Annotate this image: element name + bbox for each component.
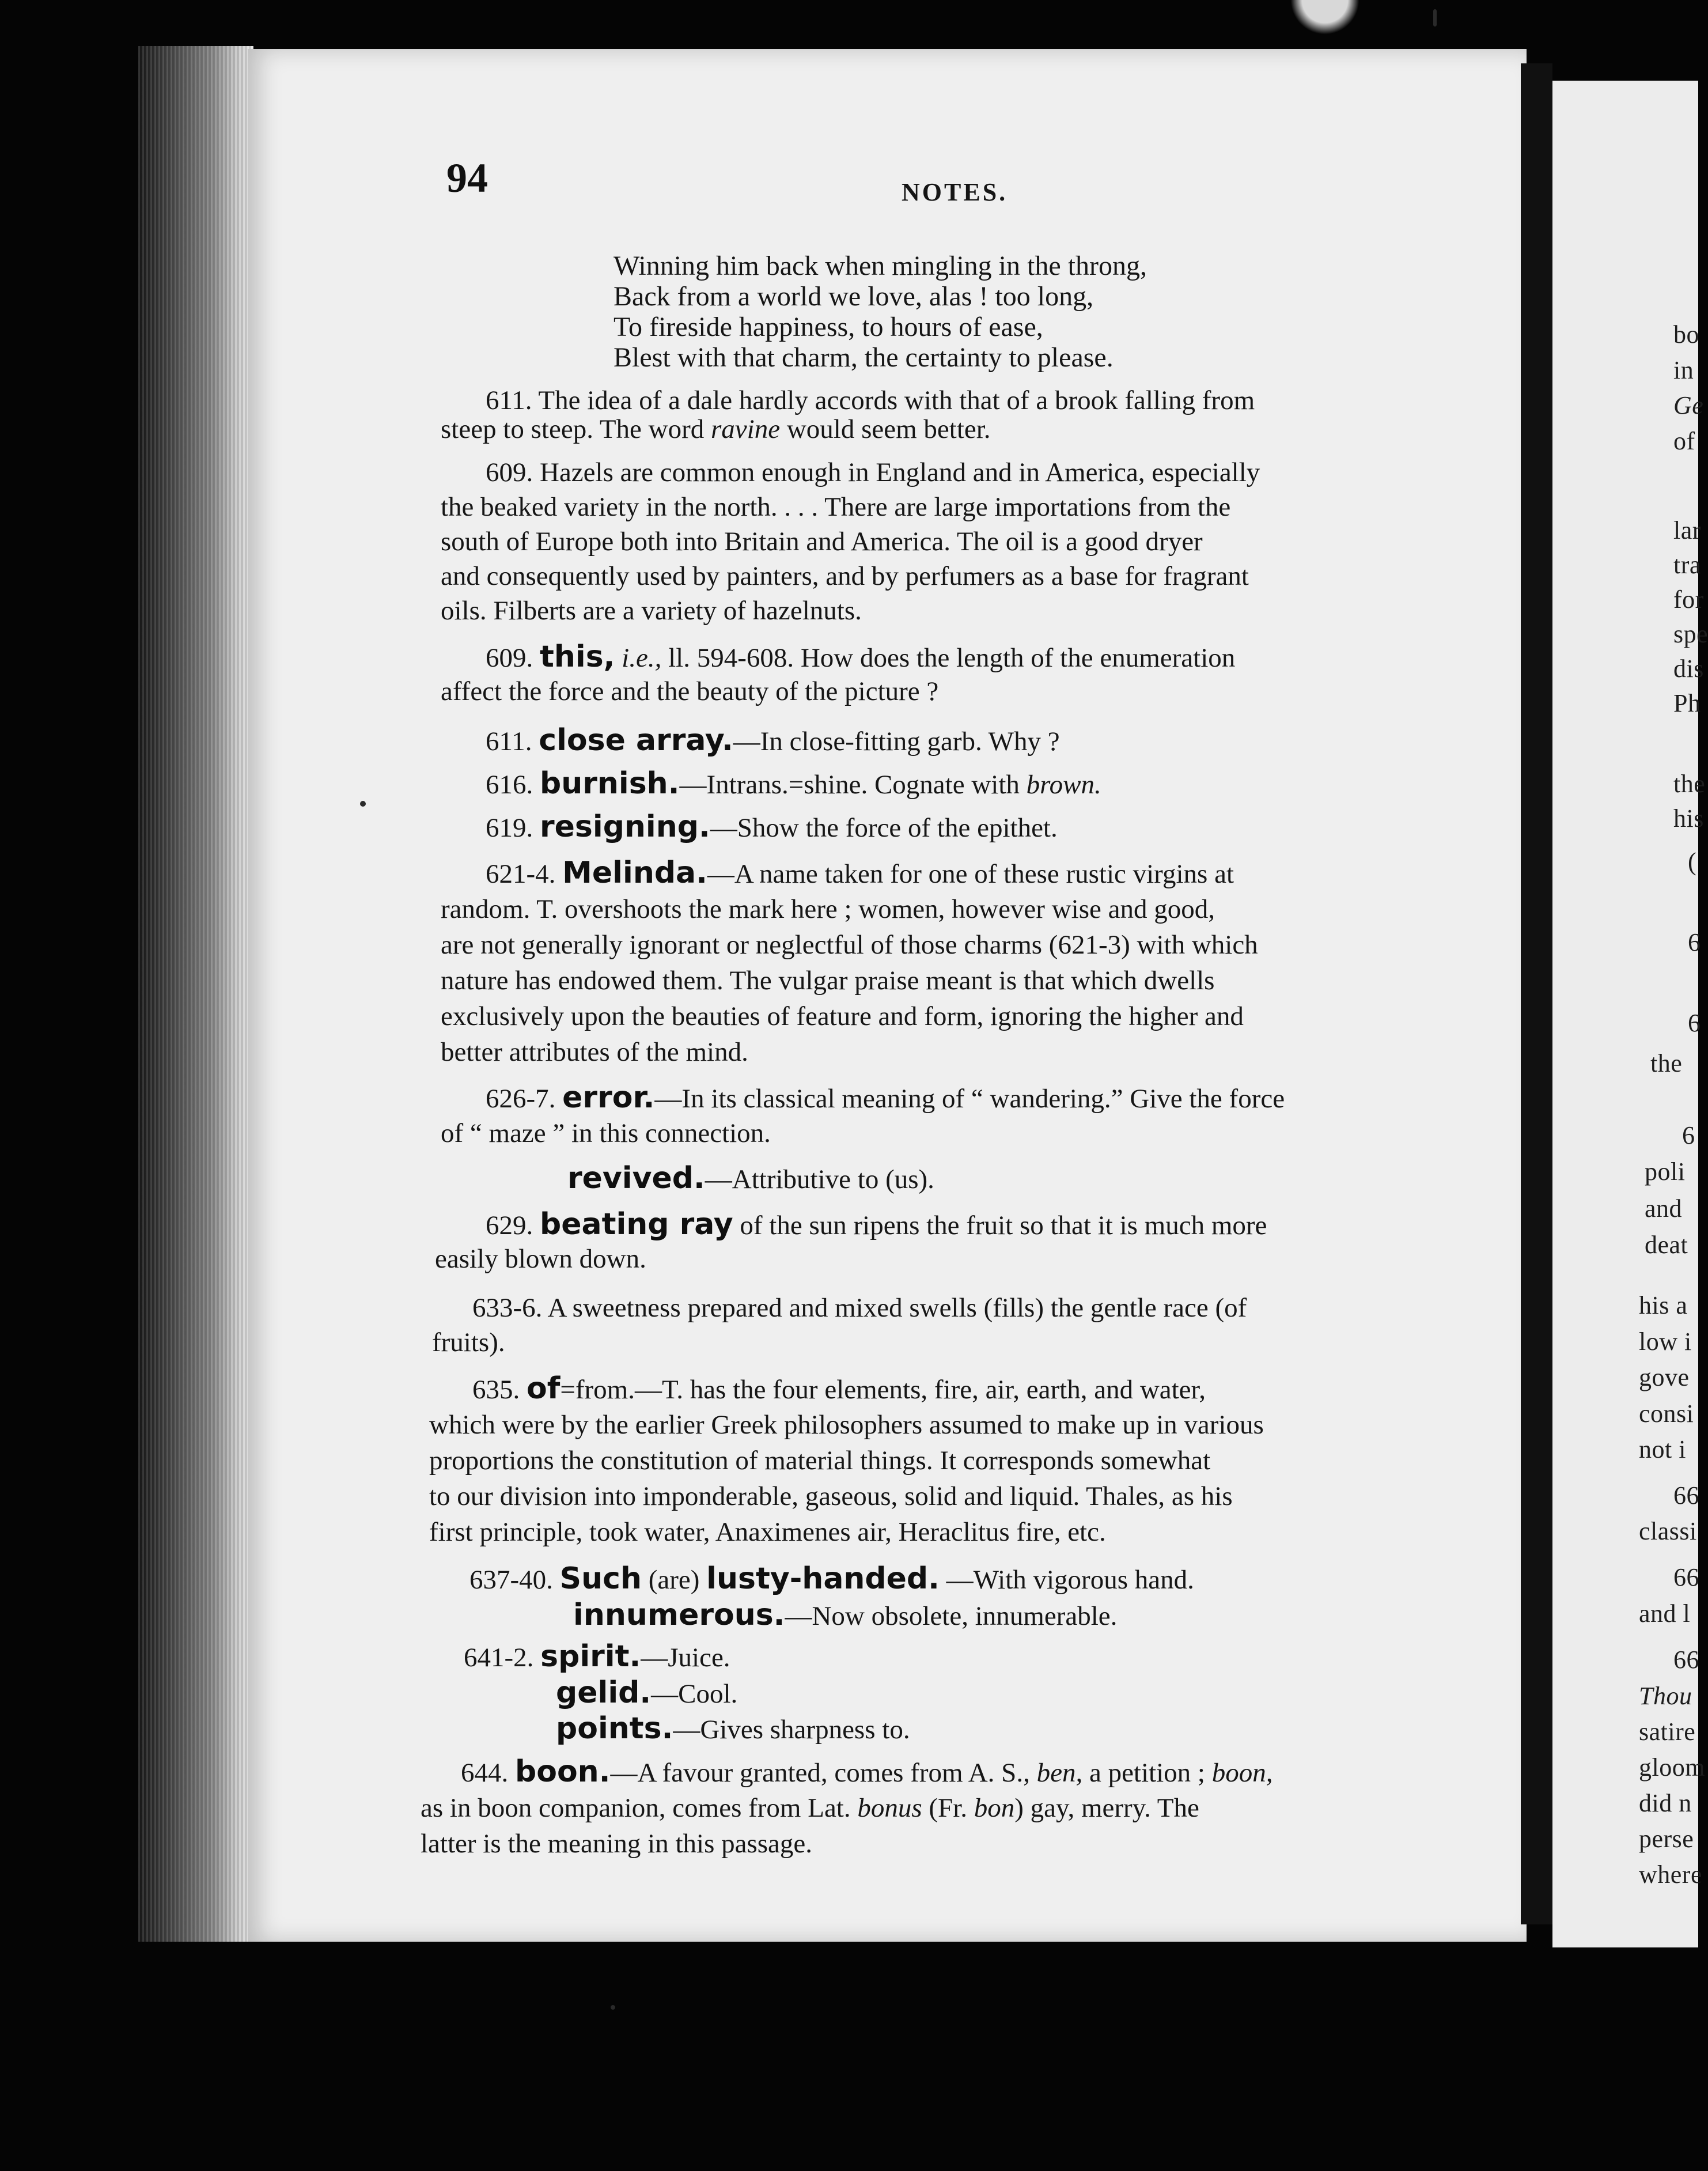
note-621-cont: are not generally ignorant or neglectful of those charms (621-3) with which xyxy=(441,930,1258,960)
note-626-error: 626-7. error.—In its classical meaning of “ wandering.” Give the force xyxy=(486,1080,1285,1115)
note-635-cont: first principle, took water, Anaximenes air, Heraclitus fire, etc. xyxy=(429,1517,1106,1547)
facing-fragment: bo xyxy=(1673,320,1699,349)
note-619-resigning: 619. resigning.—Show the force of the epithet. xyxy=(486,810,1058,844)
poem-line: Back from a world we love, alas ! too long, xyxy=(613,281,1094,312)
note-644-boon: 644. boon.—A favour granted, comes from A. S., ben, a petition ; boon, xyxy=(461,1754,1273,1789)
note-621-cont: better attributes of the mind. xyxy=(441,1037,748,1067)
note-621-cont: exclusively upon the beauties of feature and form, ignoring the higher and xyxy=(441,1001,1244,1031)
facing-fragment: poli xyxy=(1645,1158,1686,1186)
facing-fragment: did n xyxy=(1639,1789,1692,1817)
book-page-edges xyxy=(138,46,253,1942)
facing-fragment: in xyxy=(1673,356,1694,384)
note-609-hazels-cont: the beaked variety in the north. . . . There are large importations from the xyxy=(441,492,1231,522)
facing-fragment: ( xyxy=(1688,848,1697,876)
paper-tear xyxy=(1285,0,1365,40)
note-629-beating-ray: 629. beating ray of the sun ripens the fruit so that it is much more xyxy=(486,1207,1267,1242)
scan-speck xyxy=(611,2005,615,2010)
scan-speck xyxy=(360,801,366,807)
facing-fragment: perse xyxy=(1639,1825,1694,1853)
facing-fragment: 6 xyxy=(1682,1121,1695,1149)
note-609-this-cont: affect the force and the beauty of the picture ? xyxy=(441,676,939,706)
note-635-cont: proportions the constitution of material things. It corresponds somewhat xyxy=(429,1446,1211,1476)
note-611-dale-cont: steep to steep. The word ravine would seem better. xyxy=(441,414,991,444)
facing-fragment: lar xyxy=(1673,516,1701,544)
facing-fragment: 6 xyxy=(1688,1009,1701,1037)
facing-fragment: 6 xyxy=(1688,928,1701,956)
note-635-cont: to our division into imponderable, gaseous, solid and liquid. Thales, as his xyxy=(429,1481,1233,1511)
facing-fragment: consi xyxy=(1639,1400,1694,1428)
note-621-cont: nature has endowed them. The vulgar praise meant is that which dwells xyxy=(441,966,1215,996)
page-number: 94 xyxy=(446,155,488,201)
facing-fragment: Thou xyxy=(1639,1682,1692,1710)
poem-line: To fireside happiness, to hours of ease, xyxy=(613,312,1043,342)
facing-fragment: and l xyxy=(1639,1599,1691,1628)
facing-fragment: spe xyxy=(1673,620,1708,648)
note-641-points: points.—Gives sharpness to. xyxy=(556,1711,910,1746)
note-626-revived: revived.—Attributive to (us). xyxy=(567,1161,934,1196)
facing-fragment: deat xyxy=(1645,1231,1688,1259)
note-644-cont: latter is the meaning in this passage. xyxy=(421,1829,813,1859)
note-641-spirit: 641-2. spirit.—Juice. xyxy=(464,1639,730,1674)
running-head: NOTES. xyxy=(902,178,1008,206)
facing-fragment: low i xyxy=(1639,1327,1692,1356)
facing-fragment: his a xyxy=(1639,1291,1688,1319)
facing-fragment: Ph xyxy=(1673,689,1701,717)
facing-fragment: of xyxy=(1673,427,1695,455)
note-609-hazels-cont: oils. Filberts are a variety of hazelnuts. xyxy=(441,596,862,626)
facing-fragment: not i xyxy=(1639,1435,1686,1463)
facing-fragment: and xyxy=(1645,1194,1683,1223)
note-633-sweetness: 633-6. A sweetness prepared and mixed swells (fills) the gentle race (of xyxy=(472,1293,1247,1323)
note-616-burnish: 616. burnish.—Intrans.=shine. Cognate with brown. xyxy=(486,766,1101,801)
facing-fragment: the xyxy=(1650,1049,1683,1077)
note-609-hazels-cont: south of Europe both into Britain and America. The oil is a good dryer xyxy=(441,527,1203,557)
note-621-cont: random. T. overshoots the mark here ; women, however wise and good, xyxy=(441,894,1215,924)
facing-fragment: Ge xyxy=(1673,391,1704,419)
note-611-close-array: 611. close array.—In close-fitting garb. Why ? xyxy=(486,723,1060,758)
note-609-hazels-cont: and consequently used by painters, and by perfumers as a base for fragrant xyxy=(441,561,1249,591)
facing-fragment: 66 xyxy=(1673,1481,1699,1510)
poem-line: Blest with that charm, the certainty to please. xyxy=(613,342,1114,373)
note-609-hazels: 609. Hazels are common enough in England and in America, especially xyxy=(486,457,1260,487)
facing-fragment: tra xyxy=(1673,551,1701,579)
note-641-gelid: gelid.—Cool. xyxy=(556,1675,738,1710)
book-gutter xyxy=(1521,63,1552,1924)
facing-fragment: satire xyxy=(1639,1718,1696,1746)
note-626-cont: of “ maze ” in this connection. xyxy=(441,1118,771,1148)
facing-page xyxy=(1552,81,1708,1947)
facing-fragment: gove xyxy=(1639,1363,1690,1391)
facing-fragment: his xyxy=(1673,804,1704,833)
facing-fragment: gloom xyxy=(1639,1753,1705,1782)
note-621-melinda: 621-4. Melinda.—A name taken for one of these rustic virgins at xyxy=(486,856,1234,890)
note-635-cont: which were by the earlier Greek philosophers assumed to make up in various xyxy=(429,1410,1264,1440)
note-629-cont: easily blown down. xyxy=(435,1244,646,1274)
note-644-cont: as in boon companion, comes from Lat. bonus (Fr. bon) gay, merry. The xyxy=(421,1793,1199,1823)
note-637-lusty-handed: 637-40. Such (are) lusty-handed. —With vigorous hand. xyxy=(469,1561,1194,1596)
facing-fragment: 66 xyxy=(1673,1563,1699,1591)
facing-fragment: for xyxy=(1673,585,1704,614)
poem-line: Winning him back when mingling in the throng, xyxy=(613,251,1147,281)
facing-fragment: classi xyxy=(1639,1517,1697,1545)
note-611-dale: 611. The idea of a dale hardly accords with that of a brook falling from xyxy=(486,385,1255,415)
note-635-of: 635. of=from.—T. has the four elements, fire, air, earth, and water, xyxy=(472,1371,1206,1406)
facing-fragment: the xyxy=(1673,770,1706,798)
scan-speck xyxy=(1433,9,1437,27)
note-609-this: 609. this, i.e., ll. 594-608. How does the length of the enumeration xyxy=(486,640,1236,674)
facing-fragment: 66 xyxy=(1673,1646,1699,1674)
facing-fragment: where xyxy=(1639,1860,1702,1889)
note-637-innumerous: innumerous.—Now obsolete, innumerable. xyxy=(573,1598,1118,1632)
note-633-cont: fruits). xyxy=(432,1327,505,1357)
facing-fragment: dis xyxy=(1673,655,1704,683)
